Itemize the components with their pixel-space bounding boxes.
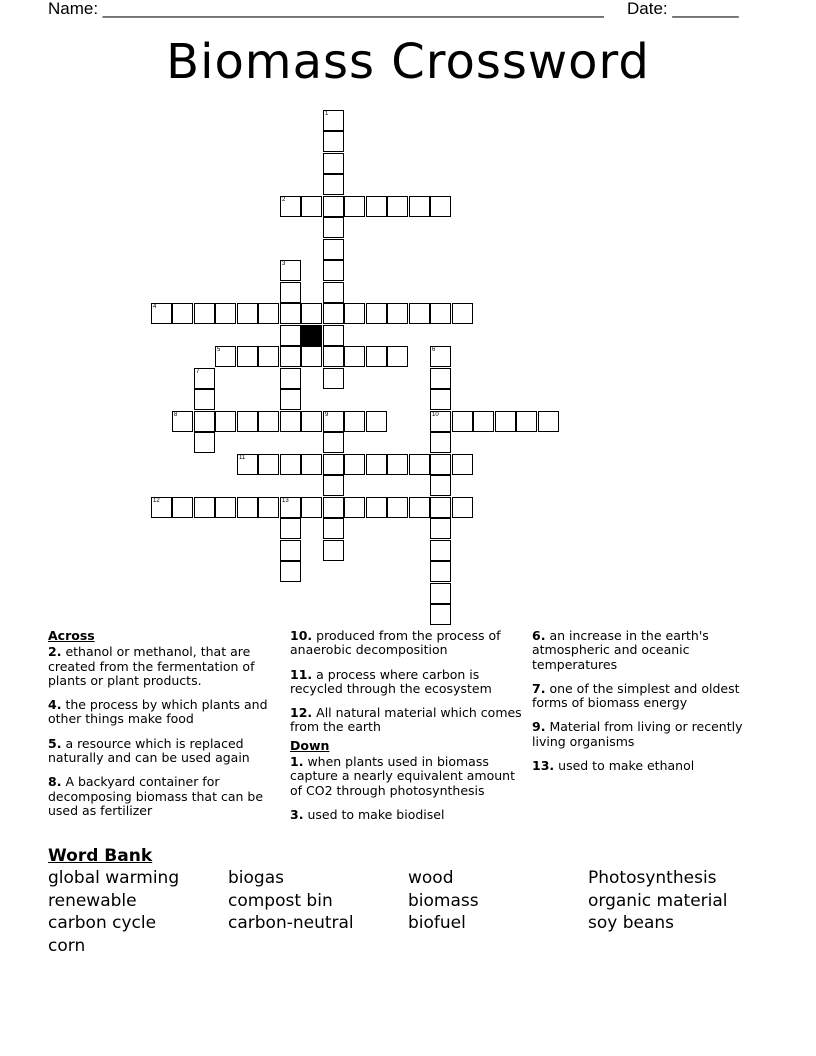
clue-number: 7 [196, 369, 200, 375]
grid-cell[interactable] [172, 497, 193, 518]
grid-cell[interactable] [280, 561, 301, 582]
grid-cell[interactable] [323, 325, 344, 346]
grid-block [301, 325, 322, 346]
date-field[interactable]: Date: _______ [627, 0, 739, 18]
grid-cell[interactable] [194, 303, 215, 324]
grid-cell[interactable] [215, 303, 236, 324]
grid-cell[interactable] [430, 583, 451, 604]
grid-cell[interactable] [430, 303, 451, 324]
grid-cell[interactable] [280, 454, 301, 475]
grid-cell[interactable] [344, 454, 365, 475]
grid-cell[interactable] [172, 303, 193, 324]
grid-cell[interactable] [366, 303, 387, 324]
grid-cell[interactable] [237, 497, 258, 518]
grid-cell[interactable] [194, 389, 215, 410]
clue-number: 11 [239, 455, 246, 461]
grid-cell[interactable] [366, 497, 387, 518]
word-bank-title: Word Bank [48, 846, 153, 866]
grid-cell[interactable] [387, 497, 408, 518]
grid-cell[interactable] [301, 196, 322, 217]
grid-cell[interactable] [366, 454, 387, 475]
grid-cell[interactable] [323, 131, 344, 152]
clue-down-7: 7. one of the simplest and oldest forms of biomass energy [532, 680, 740, 711]
grid-cell[interactable] [215, 346, 236, 367]
grid-cell[interactable] [430, 518, 451, 539]
clue-across-10: 10. produced from the process of anaerobic decomposition [290, 628, 501, 658]
grid-cell[interactable] [344, 411, 365, 432]
grid-cell[interactable] [258, 303, 279, 324]
grid-cell[interactable] [194, 432, 215, 453]
clue-down-3: 3. used to make biodisel [290, 806, 445, 822]
word-bank-column-4 [588, 867, 728, 935]
grid-cell[interactable] [538, 411, 559, 432]
word-bank-item: soy beans [588, 913, 675, 934]
grid-cell[interactable] [194, 411, 215, 432]
grid-cell[interactable] [430, 561, 451, 582]
clue-number: 1 [325, 111, 329, 117]
grid-cell[interactable] [172, 411, 193, 432]
clue-number: 13 [282, 498, 289, 504]
clues-column-2 [290, 629, 526, 832]
clue-number: 10 [432, 412, 439, 418]
word-bank-item: global warming [48, 868, 180, 888]
grid-cell[interactable] [323, 153, 344, 174]
clue-number: 6 [432, 347, 436, 353]
grid-cell[interactable] [237, 411, 258, 432]
grid-cell[interactable] [430, 540, 451, 561]
grid-cell[interactable] [516, 411, 537, 432]
clue-across-12: 12. All natural material which comes from the earth [290, 705, 522, 735]
grid-cell[interactable] [323, 497, 344, 518]
word-bank-item: carbon-neutral [228, 913, 354, 934]
grid-cell[interactable] [452, 303, 473, 324]
clue-number: 3 [282, 261, 286, 267]
grid-cell[interactable] [258, 497, 279, 518]
grid-cell[interactable] [280, 282, 301, 303]
word-bank-column-2 [228, 867, 354, 935]
grid-cell[interactable] [237, 454, 258, 475]
grid-cell[interactable] [344, 497, 365, 518]
clue-across-11: 11. a process where carbon is recycled through the ecosystem [290, 666, 492, 696]
clue-down-13: 13. used to make ethanol [532, 758, 695, 774]
clue-across-5: 5. a resource which is replaced naturally and can be used again [48, 735, 250, 766]
word-bank-item: wood [408, 868, 454, 888]
grid-cell[interactable] [301, 454, 322, 475]
grid-cell[interactable] [344, 196, 365, 217]
grid-cell[interactable] [473, 411, 494, 432]
grid-cell[interactable] [366, 411, 387, 432]
clue-down-1: 1. when plants used in biomass capture a nearly equivalent amount of CO2 through photosynthesis [290, 754, 515, 798]
grid-cell[interactable] [452, 497, 473, 518]
clue-number: 8 [174, 412, 178, 418]
grid-cell[interactable] [151, 497, 172, 518]
down-heading: Down [290, 737, 330, 753]
grid-cell[interactable] [280, 497, 301, 518]
grid-cell[interactable] [409, 497, 430, 518]
grid-cell[interactable] [280, 303, 301, 324]
word-bank-column-1 [48, 867, 179, 957]
grid-cell[interactable] [323, 475, 344, 496]
grid-cell[interactable] [430, 454, 451, 475]
grid-cell[interactable] [280, 368, 301, 389]
clue-number: 2 [282, 197, 286, 203]
grid-cell[interactable] [215, 497, 236, 518]
grid-cell[interactable] [430, 497, 451, 518]
grid-cell[interactable] [237, 303, 258, 324]
clue-number: 4 [153, 304, 157, 310]
grid-cell[interactable] [387, 303, 408, 324]
clue-across-4: 4. the process by which plants and other things make food [48, 697, 268, 727]
grid-cell[interactable] [258, 454, 279, 475]
clue-across-8: 8. A backyard container for decomposing biomass that can be used as fertilizer [48, 774, 264, 818]
clue-down-9: 9. Material from living or recently living organisms [532, 719, 743, 749]
grid-cell[interactable] [258, 346, 279, 367]
grid-cell[interactable] [323, 454, 344, 475]
clue-number: 9 [325, 412, 329, 418]
word-bank-item: Photosynthesis [588, 868, 717, 888]
grid-cell[interactable] [323, 368, 344, 389]
grid-cell[interactable] [495, 411, 516, 432]
grid-cell[interactable] [323, 196, 344, 217]
grid-cell[interactable] [323, 110, 344, 131]
grid-cell[interactable] [215, 411, 236, 432]
clue-number: 12 [153, 498, 160, 504]
grid-cell[interactable] [323, 174, 344, 195]
grid-cell[interactable] [366, 346, 387, 367]
grid-cell[interactable] [194, 368, 215, 389]
word-bank-item: organic material [588, 890, 728, 911]
grid-cell[interactable] [323, 411, 344, 432]
across-heading: Across [48, 628, 95, 643]
grid-cell[interactable] [323, 260, 344, 281]
grid-cell[interactable] [430, 368, 451, 389]
word-bank-item: corn [48, 935, 86, 956]
grid-cell[interactable] [301, 346, 322, 367]
grid-cell[interactable] [323, 282, 344, 303]
grid-cell[interactable] [430, 196, 451, 217]
grid-cell[interactable] [301, 411, 322, 432]
grid-cell[interactable] [430, 389, 451, 410]
word-bank-item: biogas [228, 868, 284, 888]
grid-cell[interactable] [194, 497, 215, 518]
name-field[interactable]: Name: _____________________________________________________ [48, 0, 604, 18]
grid-cell[interactable] [430, 411, 451, 432]
grid-cell[interactable] [280, 325, 301, 346]
grid-cell[interactable] [409, 303, 430, 324]
grid-cell[interactable] [323, 518, 344, 539]
word-bank-item: compost bin [228, 890, 333, 911]
word-bank-item: biofuel [408, 913, 466, 934]
grid-cell[interactable] [323, 239, 344, 260]
grid-cell[interactable] [409, 196, 430, 217]
grid-cell[interactable] [323, 217, 344, 238]
grid-cell[interactable] [237, 346, 258, 367]
grid-cell[interactable] [301, 497, 322, 518]
grid-cell[interactable] [387, 454, 408, 475]
grid-cell[interactable] [280, 346, 301, 367]
grid-cell[interactable] [452, 411, 473, 432]
grid-cell[interactable] [344, 303, 365, 324]
clue-across-2: 2. ethanol or methanol, that are created from the fermentation of plants or plant products. [48, 644, 255, 688]
grid-cell[interactable] [280, 389, 301, 410]
grid-cell[interactable] [409, 454, 430, 475]
grid-cell[interactable] [301, 303, 322, 324]
page-title: Biomass Crossword [166, 34, 650, 90]
clues-column-3 [532, 629, 768, 783]
grid-cell[interactable] [323, 540, 344, 561]
word-bank-item: biomass [408, 890, 479, 911]
grid-cell[interactable] [430, 432, 451, 453]
grid-cell[interactable] [323, 303, 344, 324]
grid-cell[interactable] [387, 196, 408, 217]
grid-cell[interactable] [280, 411, 301, 432]
grid-cell[interactable] [430, 604, 451, 625]
word-bank-item: carbon cycle [48, 913, 157, 934]
grid-cell[interactable] [280, 518, 301, 539]
grid-cell[interactable] [323, 432, 344, 453]
word-bank-column-3 [408, 867, 479, 935]
word-bank-item: renewable [48, 890, 137, 911]
grid-cell[interactable] [430, 346, 451, 367]
grid-cell[interactable] [280, 260, 301, 281]
grid-cell[interactable] [366, 196, 387, 217]
grid-cell[interactable] [452, 454, 473, 475]
grid-cell[interactable] [280, 540, 301, 561]
grid-cell[interactable] [280, 196, 301, 217]
grid-cell[interactable] [387, 346, 408, 367]
grid-cell[interactable] [151, 303, 172, 324]
grid-cell[interactable] [323, 346, 344, 367]
clue-number: 5 [217, 347, 221, 353]
clues-column-1 [48, 629, 284, 828]
grid-cell[interactable] [258, 411, 279, 432]
clue-down-6: 6. an increase in the earth's atmospheric and oceanic temperatures [532, 628, 709, 672]
grid-cell[interactable] [344, 346, 365, 367]
grid-cell[interactable] [430, 475, 451, 496]
